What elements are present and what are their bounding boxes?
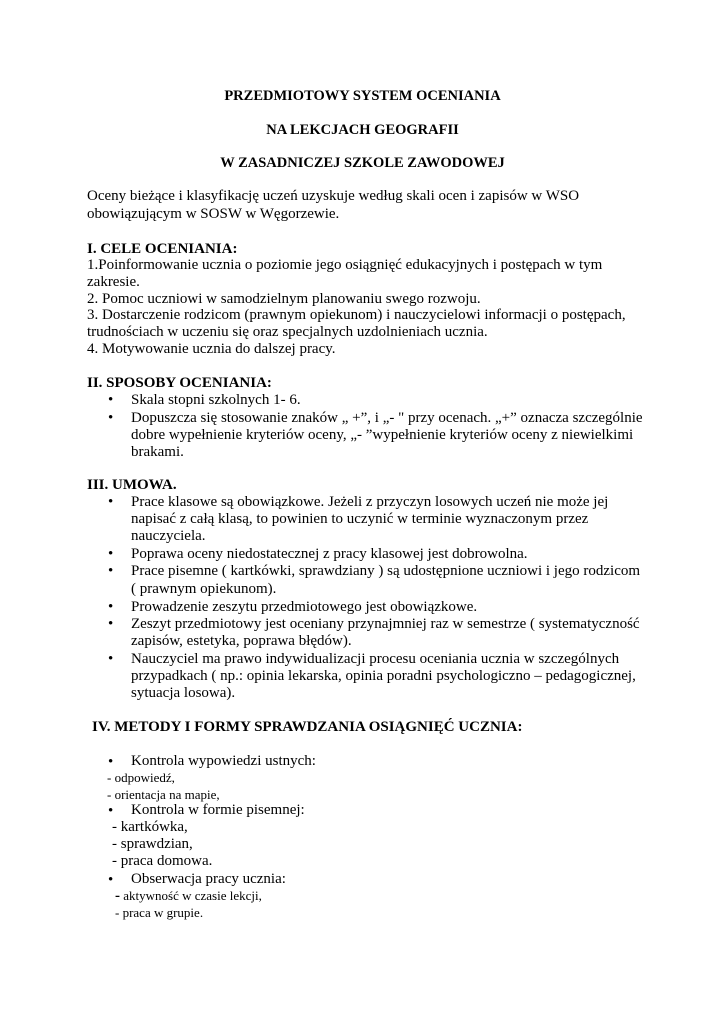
bullet-text: dobre wypełnienie kryteriów oceny, „- ”wypełnienie kryteriów oceny z niewielkimi [131,427,634,443]
section-3-heading: III. UMOWA. [87,477,177,493]
bullet-text: Kontrola w formie pisemnej: [131,802,305,818]
bullet-dot: • [108,392,114,408]
bullet-dot: • [108,616,114,632]
bullet-text: napisać z całą klasą, to powinien to uczynić w terminie wyznaczonym przez [131,511,589,527]
intro-line-2: obowiązującym w SOSW w Węgorzewie. [87,206,340,222]
bullet-dot: • [108,754,114,770]
section-1-line: 3. Dostarczenie rodzicom (prawnym opiekunom) i nauczycielowi informacji o postępach, [87,307,626,323]
section-1-line: trudnościach w uczeniu się oraz specjalnych uzdolnieniach ucznia. [87,324,488,340]
bullet-text: sytuacja losowa). [131,685,236,701]
section-1-heading: I. CELE OCENIANIA: [87,241,238,257]
bullet-dot: • [108,494,114,510]
document-title-line-2: NA LEKCJACH GEOGRAFII [266,122,459,138]
document-title-line-3: W ZASADNICZEJ SZKOLE ZAWODOWEJ [220,155,505,171]
bullet-dot: • [108,599,114,615]
section-2-heading: II. SPOSOBY OCENIANIA: [87,375,272,391]
sub-item [115,887,262,905]
bullet-text: Zeszyt przedmiotowy jest oceniany przynajmniej raz w semestrze ( systematyczność [131,616,640,632]
bullet-dot: • [108,546,114,562]
sub-item: - orientacja na mapie, [107,787,220,802]
sub-item: - sprawdzian, [112,836,193,852]
section-1-line: zakresie. [87,274,140,290]
section-1-line: 2. Pomoc uczniowi w samodzielnym planowaniu swego rozwoju. [87,291,481,307]
bullet-dot: • [108,803,114,819]
bullet-text: Obserwacja pracy ucznia: [131,871,286,887]
intro-line-1: Oceny bieżące i klasyfikację uczeń uzyskuje według skali ocen i zapisów w WSO [87,188,580,204]
bullet-text: brakami. [131,444,184,460]
bullet-dot: • [108,410,114,426]
bullet-text: Prace pisemne ( kartkówki, sprawdziany ) są udostępnione uczniowi i jego rodzicom [131,563,641,579]
sub-item: - praca w grupie. [115,905,204,920]
bullet-text: Prowadzenie zeszytu przedmiotowego jest obowiązkowe. [131,599,478,615]
bullet-text: zapisów, estetyka, poprawa błędów). [131,633,352,649]
bullet-text: przypadkach ( np.: opinia lekarska, opinia poradni psychologiczno – pedagogicznej, [131,668,636,684]
bullet-text: Nauczyciel ma prawo indywidualizacji procesu oceniania ucznia w szczególnych [131,651,620,667]
bullet-dot: • [108,872,114,888]
bullet-text: Skala stopni szkolnych 1- 6. [131,392,301,408]
sub-item: - praca domowa. [112,853,213,869]
sub-item-text: aktywność w czasie lekcji, [120,888,262,903]
bullet-text: Prace klasowe są obowiązkowe. Jeżeli z przyczyn losowych uczeń nie może jej [131,494,609,510]
sub-item-dash: - [115,888,120,904]
sub-item: - odpowiedź, [107,770,175,785]
bullet-text: Poprawa oceny niedostatecznej z pracy klasowej jest dobrowolna. [131,546,528,562]
bullet-text: ( prawnym opiekunom). [131,581,277,597]
section-4-heading: IV. METODY I FORMY SPRAWDZANIA OSIĄGNIĘĆ UCZNIA: [92,719,523,735]
section-1-line: 1.Poinformowanie ucznia o poziomie jego osiągnięć edukacyjnych i postępach w tym [87,257,603,273]
document-title-line-1: PRZEDMIOTOWY SYSTEM OCENIANIA [224,88,501,104]
bullet-dot: • [108,563,114,579]
section-1-line: 4. Motywowanie ucznia do dalszej pracy. [87,341,336,357]
bullet-text: Dopuszcza się stosowanie znaków „ +”, i „- " przy ocenach. „+” oznacza szczególnie [131,410,643,426]
bullet-dot: • [108,651,114,667]
bullet-text: nauczyciela. [131,528,206,544]
sub-item: - kartkówka, [112,819,188,835]
bullet-text: Kontrola wypowiedzi ustnych: [131,753,316,769]
